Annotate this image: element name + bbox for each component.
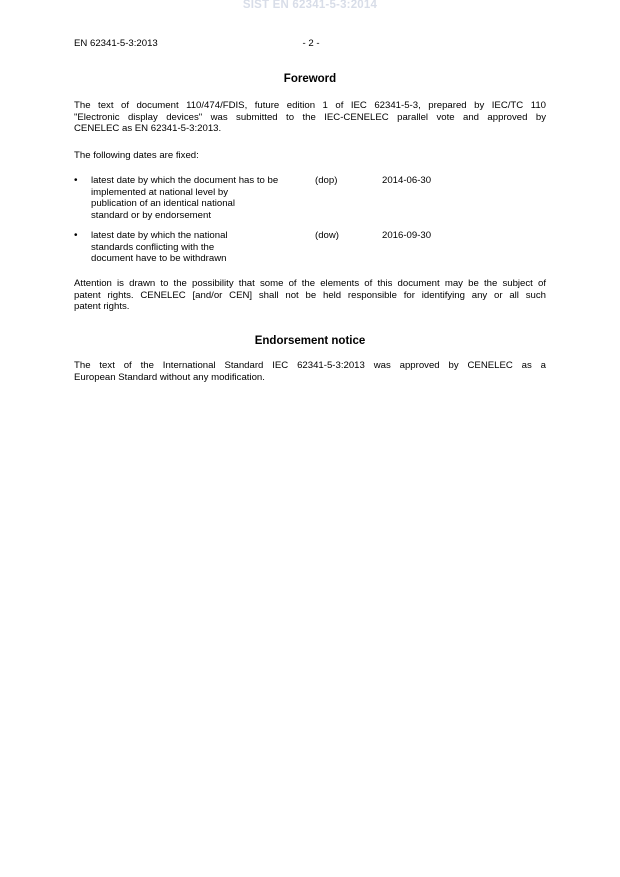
date-description-line: document have to be withdrawn — [91, 253, 227, 265]
attention-line: patent rights. — [74, 301, 130, 313]
date-description-line: standards conflicting with the — [91, 241, 215, 253]
date-description — [91, 175, 306, 221]
date-item-dow — [74, 230, 546, 266]
foreword-intro-line: CENELEC as EN 62341-5-3:2013. — [74, 123, 222, 135]
dates-intro-text: The following dates are fixed: — [74, 150, 199, 161]
date-description-line: latest date by which the national — [91, 230, 228, 241]
foreword-intro-line: The text of document 110/474/FDIS, future edition 1 of IEC 62341-5-3, prepared by IEC/TC 110 — [74, 100, 546, 111]
dates-intro — [74, 150, 546, 162]
date-abbreviation: (dow) — [315, 230, 339, 241]
date-description-line: publication of an identical national — [91, 198, 236, 210]
bullet: • — [74, 175, 78, 186]
foreword-intro-paragraph — [74, 100, 546, 135]
endorsement-paragraph — [74, 360, 546, 383]
date-value: 2014-06-30 — [382, 175, 432, 186]
foreword-intro-line: "Electronic display devices" was submitted to the IEC-CENELEC parallel vote and approved by — [74, 111, 546, 123]
endorsement-line: The text of the International Standard IEC 62341-5-3:2013 was approved by CENELEC as a — [74, 360, 546, 371]
attention-line: patent rights. CENELEC [and/or CEN] shall not be held responsible for identifying any or all such — [74, 289, 546, 301]
foreword-title: Foreword — [283, 73, 337, 85]
date-value: 2016-09-30 — [382, 230, 432, 241]
header-page-number: - 2 - — [302, 38, 320, 49]
date-description-line: latest date by which the document has to be — [91, 175, 279, 186]
date-abbreviation: (dop) — [315, 175, 338, 186]
date-description-line: implemented at national level by — [91, 186, 229, 198]
attention-paragraph — [74, 278, 546, 313]
watermark: SIST EN 62341-5-3:2014 — [242, 0, 378, 11]
endorsement-title: Endorsement notice — [254, 335, 366, 347]
date-description-line: standard or by endorsement — [91, 209, 211, 221]
date-item-dop — [74, 175, 546, 223]
bullet: • — [74, 230, 78, 241]
attention-line: Attention is drawn to the possibility that some of the elements of this document may be the subject of — [74, 278, 546, 289]
endorsement-line: European Standard without any modification. — [74, 371, 265, 383]
header-doc-id: EN 62341-5-3:2013 — [74, 38, 158, 49]
date-description — [91, 230, 306, 265]
